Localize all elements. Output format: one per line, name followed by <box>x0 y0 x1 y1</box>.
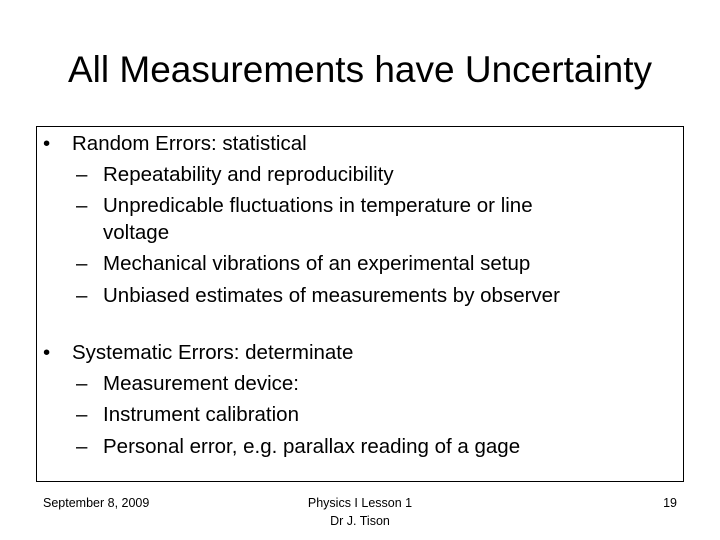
list-item: Mechanical vibrations of an experimental setup <box>103 252 531 275</box>
dash-marker: – <box>76 284 88 307</box>
slide-title: All Measurements have Uncertainty <box>67 49 653 90</box>
list-item: Unbiased estimates of measurements by observer <box>103 284 560 307</box>
footer-course: Physics I Lesson 1 <box>307 496 413 510</box>
bullet-marker: • <box>43 341 51 364</box>
dash-marker: – <box>76 403 88 426</box>
dash-marker: – <box>76 252 88 275</box>
dash-marker: – <box>76 163 88 186</box>
dash-marker: – <box>76 194 88 217</box>
list-item: Repeatability and reproducibility <box>103 163 394 186</box>
footer-date: September 8, 2009 <box>43 496 150 510</box>
dash-marker: – <box>76 372 88 395</box>
dash-marker: – <box>76 435 88 458</box>
list-item: Measurement device: <box>103 372 299 395</box>
section-heading-systematic-errors: Systematic Errors: determinate <box>72 341 354 364</box>
footer-course-info <box>260 494 460 530</box>
footer-author: Dr J. Tison <box>330 514 390 528</box>
list-item-continuation: voltage <box>103 221 170 244</box>
list-item: Unpredicable fluctuations in temperature or line <box>103 194 533 217</box>
bullet-marker: • <box>43 132 51 155</box>
list-item: Personal error, e.g. parallax reading of a gage <box>103 435 521 458</box>
section-heading-random-errors: Random Errors: statistical <box>72 132 307 155</box>
list-item: Instrument calibration <box>103 403 299 426</box>
page-number: 19 <box>663 496 677 510</box>
